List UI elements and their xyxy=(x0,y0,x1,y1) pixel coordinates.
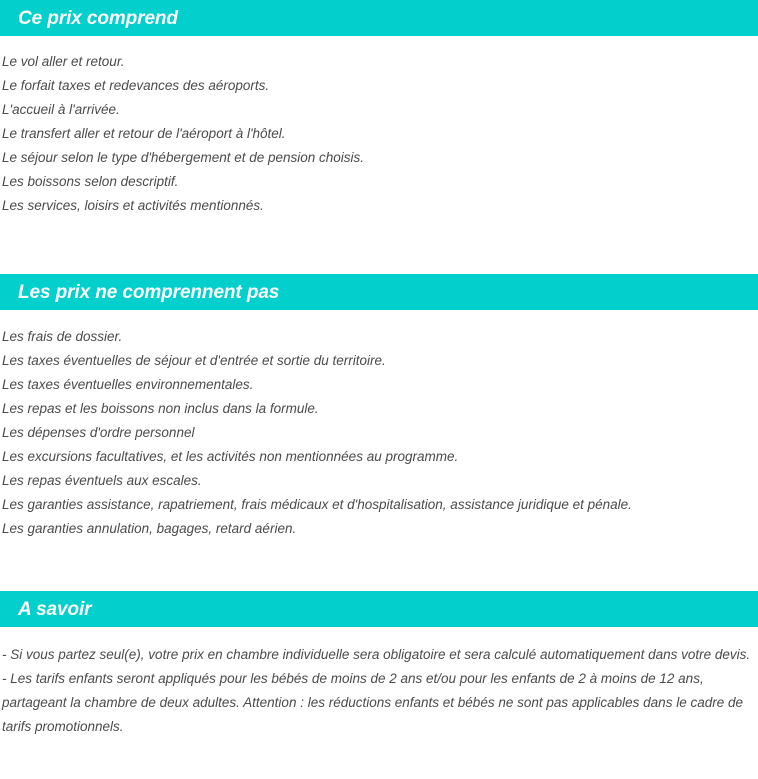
section-body-included xyxy=(0,50,758,218)
section-title-to-know: A savoir xyxy=(18,598,92,620)
paragraph: - Si vous partez seul(e), votre prix en chambre individuelle sera obligatoire et sera calculé automatiquement dans votre devis. xyxy=(2,647,751,662)
section-body-to-know xyxy=(0,643,758,739)
section-header-not-included xyxy=(0,274,758,310)
spacer xyxy=(0,36,758,50)
list-item: Le séjour selon le type d'hébergement et de pension choisis. xyxy=(2,150,365,165)
section-header-included xyxy=(0,0,758,36)
list-item: Les boissons selon descriptif. xyxy=(2,174,179,189)
list-item: Les frais de dossier. xyxy=(2,329,123,344)
spacer xyxy=(0,310,758,325)
list-item: Les dépenses d'ordre personnel xyxy=(2,425,195,440)
section-title-not-included: Les prix ne comprennent pas xyxy=(18,281,280,303)
spacer xyxy=(0,627,758,643)
spacer xyxy=(0,218,758,274)
section-title-included: Ce prix comprend xyxy=(18,7,178,29)
list-item: Les repas éventuels aux escales. xyxy=(2,473,202,488)
section-body-not-included xyxy=(0,325,758,541)
list-item: Les taxes éventuelles de séjour et d'entrée et sortie du territoire. xyxy=(2,353,386,368)
list-item: Les garanties assistance, rapatriement, frais médicaux et d'hospitalisation, assistance juridique et pénale. xyxy=(2,497,632,512)
list-item: Les services, loisirs et activités mentionnés. xyxy=(2,198,264,213)
spacer xyxy=(0,541,758,591)
list-item: Le forfait taxes et redevances des aéroports. xyxy=(2,78,270,93)
list-item: Le vol aller et retour. xyxy=(2,54,125,69)
list-item: Les excursions facultatives, et les activités non mentionnées au programme. xyxy=(2,449,459,464)
list-item: Les garanties annulation, bagages, retard aérien. xyxy=(2,521,297,536)
paragraph: - Les tarifs enfants seront appliqués pour les bébés de moins de 2 ans et/ou pour les enfants de 2 à moins de 12 ans, partageant la chambre de deux adultes. Attention : les réductions enfants et bébés ne sont pas applicables dans le cadre de tarifs promotionnels. xyxy=(2,671,743,734)
section-header-to-know xyxy=(0,591,758,627)
list-item: Les taxes éventuelles environnementales. xyxy=(2,377,254,392)
list-item: Les repas et les boissons non inclus dans la formule. xyxy=(2,401,319,416)
list-item: Le transfert aller et retour de l'aéroport à l'hôtel. xyxy=(2,126,286,141)
list-item: L'accueil à l'arrivée. xyxy=(2,102,120,117)
